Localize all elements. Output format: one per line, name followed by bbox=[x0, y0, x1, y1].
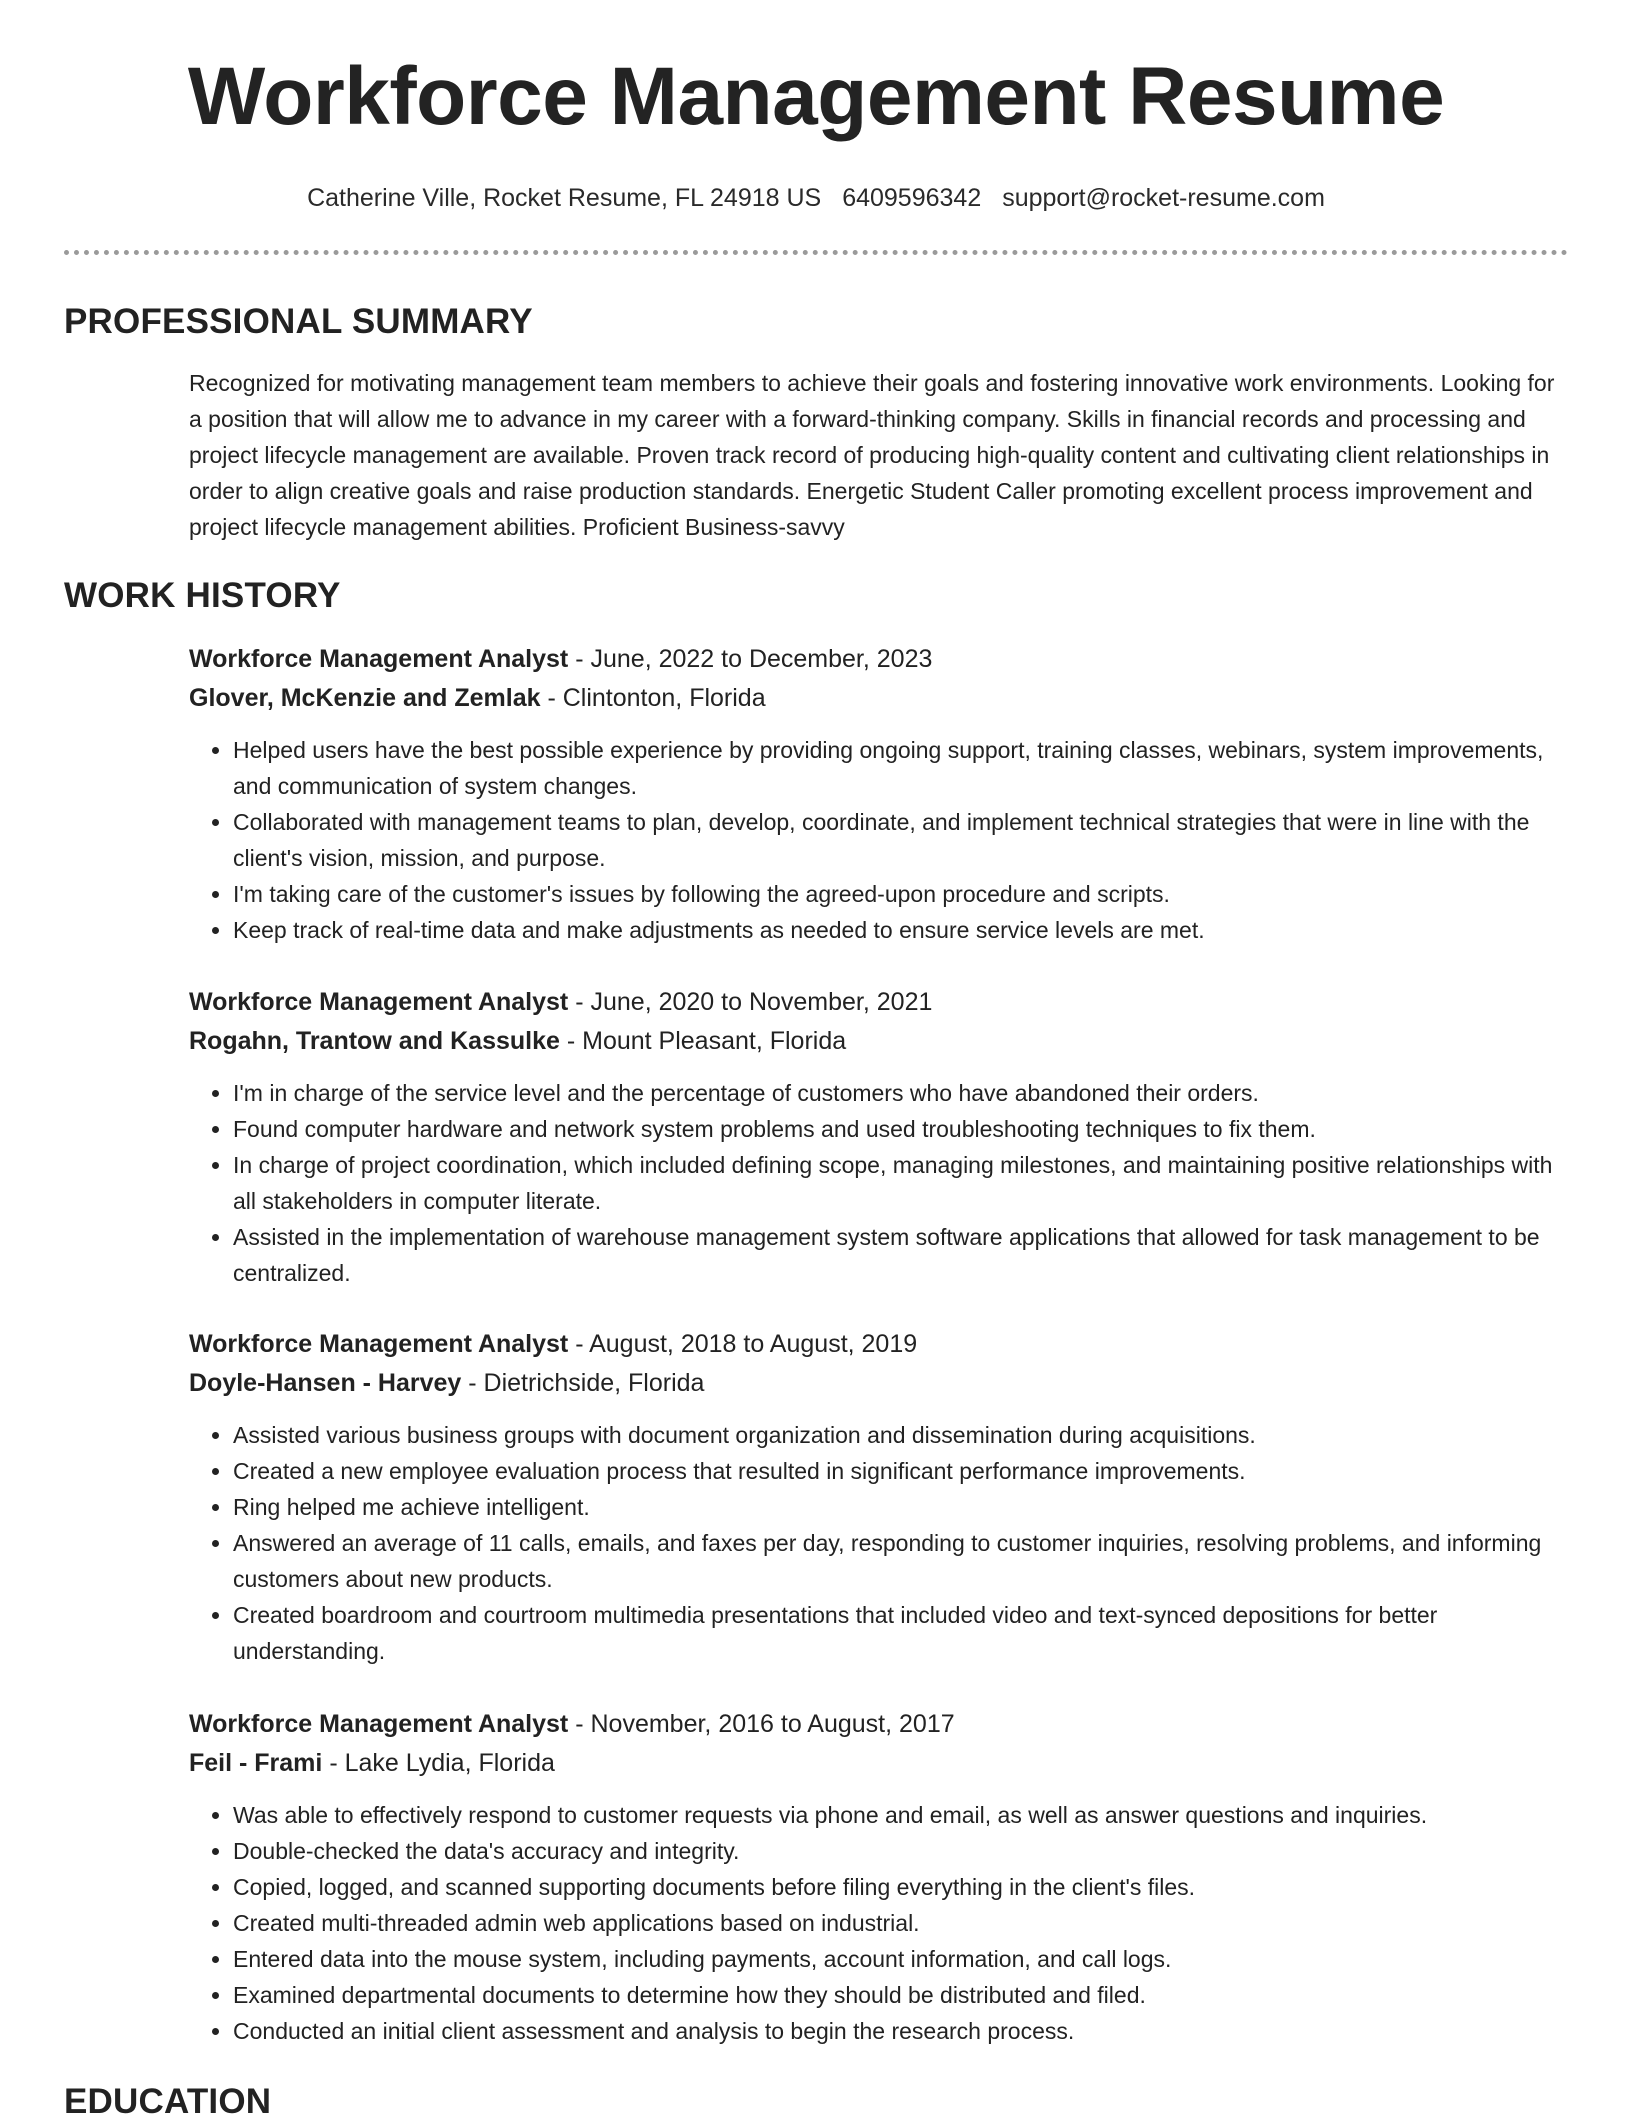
job-dates: - August, 2018 to August, 2019 bbox=[568, 1330, 918, 1358]
job-bullet: • Keep track of real-time data and make adjustments as needed to ensure service levels are met. bbox=[233, 912, 1569, 948]
job-company: Feil - Frami bbox=[189, 1749, 323, 1777]
work-history-heading: WORK HISTORY bbox=[64, 576, 341, 615]
job-entry bbox=[189, 983, 1569, 1291]
education-heading: EDUCATION bbox=[64, 2082, 272, 2121]
job-bullet: • Was able to effectively respond to customer requests via phone and email, as well as answer questions and inquiries. bbox=[233, 1797, 1569, 1833]
job-title-line bbox=[189, 1325, 1569, 1364]
job-company-line bbox=[189, 1364, 1569, 1403]
job-bullet: • Conducted an initial client assessment and analysis to begin the research process. bbox=[233, 2013, 1569, 2049]
job-company: Doyle-Hansen - Harvey bbox=[189, 1369, 462, 1397]
job-bullet: • Collaborated with management teams to plan, develop, coordinate, and implement technical strategies that were in line with the client's vision, mission, and purpose. bbox=[233, 804, 1569, 876]
job-title-line bbox=[189, 640, 1569, 679]
job-title: Workforce Management Analyst bbox=[189, 645, 569, 673]
job-title: Workforce Management Analyst bbox=[189, 1710, 569, 1738]
job-bullet: • Found computer hardware and network system problems and used troubleshooting techniques to fix them. bbox=[233, 1111, 1569, 1147]
contact-phone: 6409596342 bbox=[842, 184, 982, 212]
job-title: Workforce Management Analyst bbox=[189, 1330, 569, 1358]
contact-line bbox=[0, 181, 1632, 215]
job-bullet: • Ring helped me achieve intelligent. bbox=[233, 1489, 1569, 1525]
job-location: - Dietrichside, Florida bbox=[461, 1369, 705, 1397]
job-bullet: • Entered data into the mouse system, including payments, account information, and call logs. bbox=[233, 1941, 1569, 1977]
job-location: - Clintonton, Florida bbox=[540, 684, 766, 712]
job-bullet: • Examined departmental documents to determine how they should be distributed and filed. bbox=[233, 1977, 1569, 2013]
summary-block bbox=[189, 365, 1569, 545]
job-bullet: • Created multi-threaded admin web applications based on industrial. bbox=[233, 1905, 1569, 1941]
job-bullets bbox=[189, 1417, 1569, 1669]
header-divider bbox=[64, 250, 1568, 255]
job-company-line bbox=[189, 1022, 1569, 1061]
job-bullet: • Double-checked the data's accuracy and integrity. bbox=[233, 1833, 1569, 1869]
job-bullet: • Copied, logged, and scanned supporting documents before filing everything in the client's files. bbox=[233, 1869, 1569, 1905]
summary-text: Recognized for motivating management team members to achieve their goals and fostering innovative work environments. Looking for a position that will allow me to advance in my career with a forward-thinking company. Skills in financial records and processing and project lifecycle management are available. Proven track record of producing high-quality content and cultivating client relationships in order to align creative goals and raise production standards. Energetic Student Caller promoting excellent process improvement and project lifecycle management abilities. Proficient Business-savvy bbox=[189, 370, 1555, 540]
job-bullets bbox=[189, 1797, 1569, 2049]
summary-heading: PROFESSIONAL SUMMARY bbox=[64, 302, 533, 341]
job-company: Rogahn, Trantow and Kassulke bbox=[189, 1027, 560, 1055]
job-bullets bbox=[189, 1075, 1569, 1291]
job-bullets bbox=[189, 732, 1569, 948]
job-entry bbox=[189, 640, 1569, 948]
job-entry bbox=[189, 1705, 1569, 2049]
job-bullet: • Assisted various business groups with document organization and dissemination during acquisitions. bbox=[233, 1417, 1569, 1453]
contact-address: Catherine Ville, Rocket Resume, FL 24918 US bbox=[307, 184, 822, 212]
job-title-line bbox=[189, 1705, 1569, 1744]
job-location: - Mount Pleasant, Florida bbox=[559, 1027, 847, 1055]
job-company: Glover, McKenzie and Zemlak bbox=[189, 684, 541, 712]
job-title: Workforce Management Analyst bbox=[189, 988, 569, 1016]
contact-email: support@rocket-resume.com bbox=[1002, 184, 1325, 212]
job-dates: - November, 2016 to August, 2017 bbox=[568, 1710, 955, 1738]
job-bullet: • Answered an average of 11 calls, emails, and faxes per day, responding to customer inquiries, resolving problems, and informing customers about new products. bbox=[233, 1525, 1569, 1597]
job-bullet: • Created a new employee evaluation process that resulted in significant performance improvements. bbox=[233, 1453, 1569, 1489]
job-bullet: • In charge of project coordination, which included defining scope, managing milestones, and maintaining positive relationships with all stakeholders in computer literate. bbox=[233, 1147, 1569, 1219]
job-bullet: • Created boardroom and courtroom multimedia presentations that included video and text-synced depositions for better understanding. bbox=[233, 1597, 1569, 1669]
job-bullet: • I'm in charge of the service level and the percentage of customers who have abandoned their orders. bbox=[233, 1075, 1569, 1111]
job-location: - Lake Lydia, Florida bbox=[322, 1749, 555, 1777]
job-company-line bbox=[189, 679, 1569, 718]
resume-title: Workforce Management Resume bbox=[187, 51, 1445, 142]
job-bullet: • I'm taking care of the customer's issues by following the agreed-upon procedure and scripts. bbox=[233, 876, 1569, 912]
job-dates: - June, 2020 to November, 2021 bbox=[568, 988, 933, 1016]
job-dates: - June, 2022 to December, 2023 bbox=[568, 645, 933, 673]
job-bullet: • Helped users have the best possible experience by providing ongoing support, training classes, webinars, system improvements, and communication of system changes. bbox=[233, 732, 1569, 804]
job-entry bbox=[189, 1325, 1569, 1669]
job-company-line bbox=[189, 1744, 1569, 1783]
job-title-line bbox=[189, 983, 1569, 1022]
job-bullet: • Assisted in the implementation of warehouse management system software applications that allowed for task management to be centralized. bbox=[233, 1219, 1569, 1291]
